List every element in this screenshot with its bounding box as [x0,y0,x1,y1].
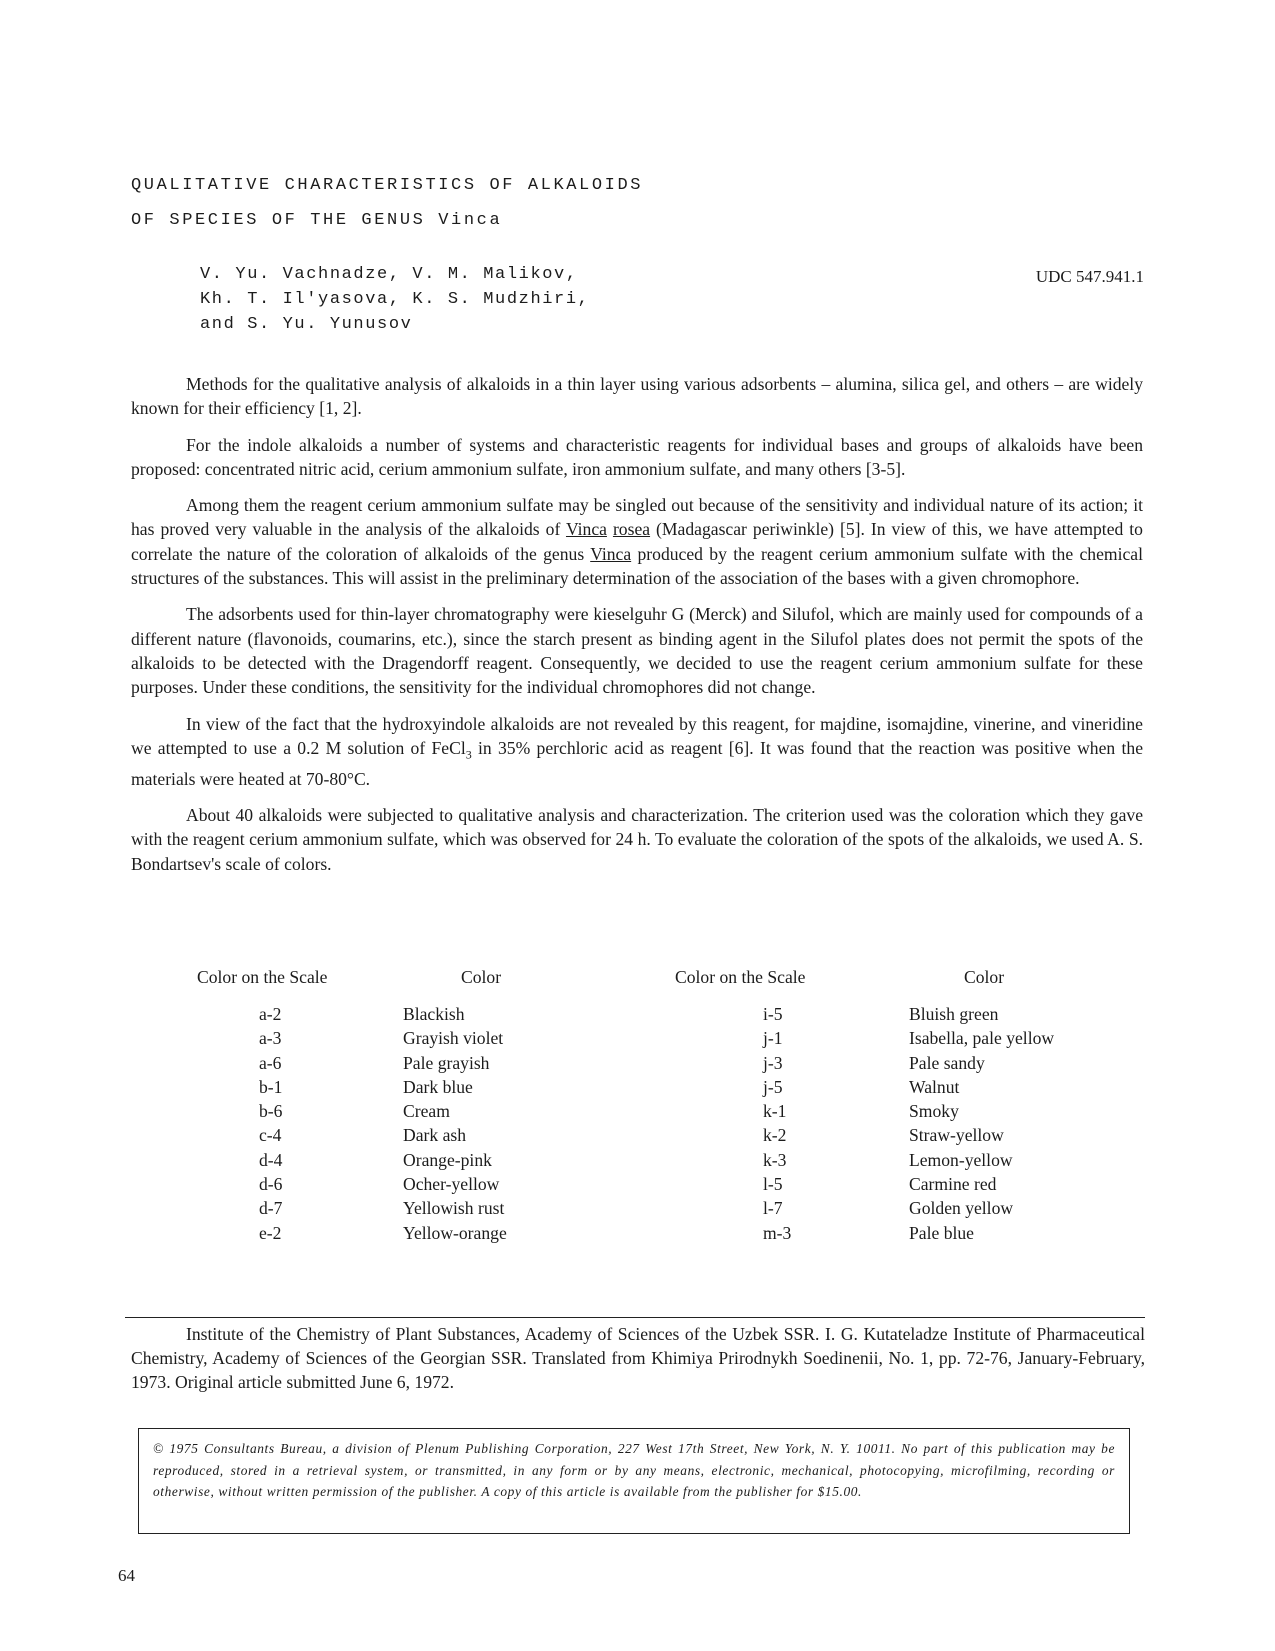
paragraph: Methods for the qualitative analysis of alkaloids in a thin layer using various adsorbents – alumina, silica gel, and others – are widely known for their efficiency [1, 2]. [131,374,1143,419]
table-row [197,1148,1224,1172]
paragraph: For the indole alkaloids a number of systems and characteristic reagents for individual bases and groups of alkaloids have been proposed: concentrated nitric acid, cerium ammonium sulfate, iron ammonium sulfate, and many others [3-5]. [131,434,1143,479]
text-run: In view of the fact that the hydroxyindole alkaloids are not revealed by this reagent, for majdine, isomajdine, vinerine, and vineridine we attempted to use a 0.2 M solution of FeCl [131,713,1143,758]
text-run: produced by the reagent cerium ammonium sulfate with the chemical structures of the substances. This will assist in the preliminary determination of the association of the bases with a given chromophore. [131,543,1143,589]
scale-code-cell: j-5 [763,1076,783,1097]
scale-code-cell: j-3 [763,1052,783,1073]
scale-code-cell: k-1 [763,1101,787,1122]
table-row [197,1075,1224,1099]
table-row [197,1026,1224,1050]
table-row [197,1002,1224,1026]
color-name-cell: Carmine red [909,1174,997,1195]
column-header: Color on the Scale [197,967,328,987]
paragraph: About 40 alkaloids were subjected to qualitative analysis and characterization. The criterion used was the coloration which they gave with the reagent cerium ammonium sulfate, which was observed for 24 h. To evaluate the coloration of the spots of the alkaloids, we used A. S. Bondartsev's scale of colors. [131,804,1143,874]
color-name-cell: Smoky [909,1101,959,1122]
scale-code-cell: d-4 [259,1149,283,1170]
table-row [197,1051,1224,1075]
scale-code-cell: l-5 [763,1174,783,1195]
article-body [131,372,1143,888]
udc-code: UDC 547.941.1 [1035,267,1144,286]
table-row [197,1099,1224,1123]
footnote-divider [125,1317,1145,1318]
table-row [197,1196,1224,1220]
scale-code-cell: a-3 [259,1028,282,1049]
subscript: 3 [465,747,472,762]
color-scale-table [197,967,1224,1245]
scale-code-cell: b-1 [259,1076,283,1097]
scale-code-cell: i-5 [763,1004,783,1024]
color-name-cell: Golden yellow [909,1198,1014,1219]
color-name-cell: Yellowish rust [403,1198,505,1219]
table-header-row [197,967,1224,1002]
color-name-cell: Lemon-yellow [909,1149,1013,1170]
genus-name: Vinca [565,519,607,540]
color-name-cell: Grayish violet [403,1028,504,1049]
color-name-cell: Pale sandy [909,1052,985,1073]
article-title-line-1: QUALITATIVE CHARACTERISTICS OF ALKALOIDS [131,176,644,195]
author-line: V. Yu. Vachnadze, V. M. Malikov, [200,265,578,284]
column-header [909,967,1224,1002]
paragraph [131,493,1143,590]
color-name-cell: Cream [403,1101,450,1122]
column-header: Color on the Scale [675,967,806,987]
author-line: and S. Yu. Yunusov [200,315,413,334]
scale-code-cell: j-1 [763,1028,783,1049]
table-row [197,1221,1224,1245]
color-name-cell: Orange-pink [403,1149,492,1170]
scale-code-cell: b-6 [259,1101,283,1122]
color-name-cell: Pale blue [909,1222,974,1243]
color-name-cell: Pale grayish [403,1052,490,1073]
color-name-cell: Straw-yellow [909,1125,1004,1146]
author-list [200,262,589,337]
color-name-cell: Isabella, pale yellow [909,1028,1055,1049]
scale-code-cell: d-6 [259,1174,283,1195]
column-header-text: Color [964,967,1005,987]
column-header-text: Color [461,967,502,987]
text-run: in 35% perchloric acid as reagent [6]. It was found that the reaction was positive when the materials were heated at 70-80°C. [131,737,1144,789]
copyright-notice: © 1975 Consultants Bureau, a division of Plenum Publishing Corporation, 227 West 17th Street, New York, N. Y. 10011. No part of this publication may be reproduced, stored in a retrieval system, or transmitted, in any form or by any means, electronic, mechanical, photocopying, microfilming, recording or otherwise, without written permission of the publisher. A copy of this article is available from the publisher for $15.00. [138,1428,1130,1534]
author-line: Kh. T. Il'yasova, K. S. Mudzhiri, [200,290,590,309]
species-name: rosea [612,519,651,540]
text-run: (Madagascar periwinkle) [5]. In view of this, we have attempted to correlate the nature of the coloration of alkaloids of the genus [131,519,1143,564]
color-name-cell: Dark ash [403,1125,467,1146]
paragraph [131,712,1143,791]
scale-code-cell: k-3 [763,1149,787,1170]
genus-name: Vinca [590,543,632,564]
scale-code-cell: c-4 [259,1125,282,1146]
color-name-cell: Walnut [909,1076,960,1097]
scale-code-cell: k-2 [763,1125,787,1146]
color-name-cell: Dark blue [403,1076,473,1097]
scale-code-cell: d-7 [259,1198,283,1219]
table-row [197,1172,1224,1196]
text-run: Among them the reagent cerium ammonium sulfate may be singled out because of the sensitivity and individual nature of its action; it has proved very valuable in the analysis of the alkaloids of [131,495,1143,540]
scale-code-cell: l-7 [763,1198,783,1219]
table-row [197,1123,1224,1147]
scale-code-cell: e-2 [259,1222,282,1243]
color-name-cell: Blackish [403,1004,465,1024]
color-name-cell: Ocher-yellow [403,1174,500,1195]
affiliation-footnote: Institute of the Chemistry of Plant Substances, Academy of Sciences of the Uzbek SSR. I. G. Kutateladze Institute of Pharmaceutical Chemistry, Academy of Sciences of the Georgian SSR. Translated from Khimiya Prirodnykh Soedinenii, No. 1, pp. 72-76, January-February, 1973. Original article submitted June 6, 1972. [131,1324,1145,1392]
color-scale-table-wrapper [197,967,1224,1245]
scale-code-cell: a-6 [259,1052,282,1073]
scale-code-cell: a-2 [259,1004,282,1024]
column-header [403,967,701,1002]
paragraph: The adsorbents used for thin-layer chromatography were kieselguhr G (Merck) and Silufol, which are mainly used for compounds of a different nature (flavonoids, coumarins, etc.), since the starch present as binding agent in the Silufol plates does not permit the spots of the alkaloids to be detected with the Dragendorff reagent. Consequently, we decided to use the reagent cerium ammonium sulfate for these purposes. Under these conditions, the sensitivity for the individual chromophores did not change. [131,604,1143,698]
article-title-line-2: OF SPECIES OF THE GENUS Vinca [131,211,503,230]
scale-code-cell: m-3 [763,1222,792,1243]
color-name-cell: Yellow-orange [403,1222,507,1243]
page-number: 64 [118,1566,135,1585]
color-name-cell: Bluish green [909,1004,999,1024]
